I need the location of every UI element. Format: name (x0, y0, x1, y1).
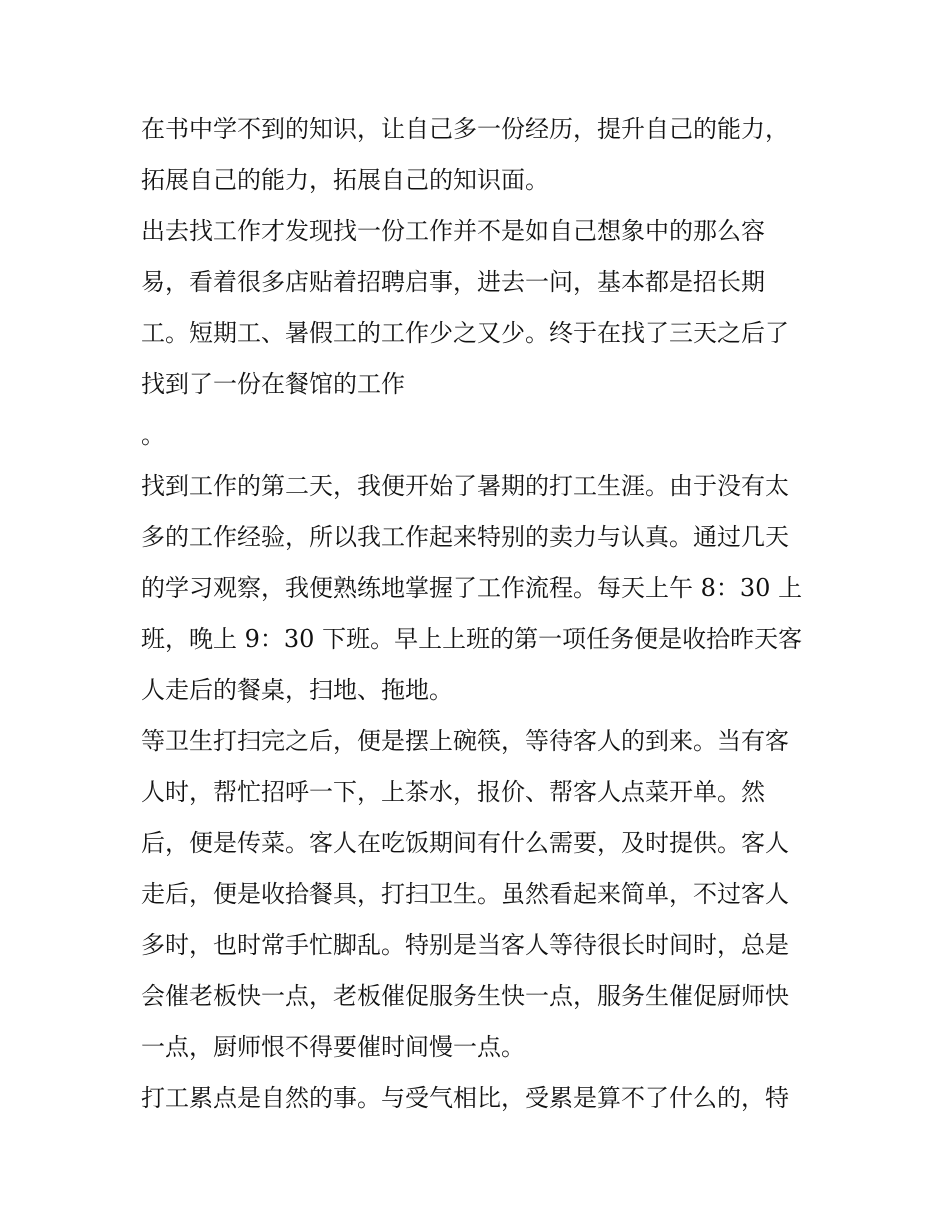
text-line: 出去找工作才发现找一份工作并不是如自己想象中的那么容 (141, 217, 765, 245)
text-line: 一点，厨师恨不得要催时间慢一点。 (141, 1033, 525, 1061)
text-line: 找到工作的第二天，我便开始了暑期的打工生涯。由于没有太 (141, 472, 789, 500)
text-line: 。 (141, 421, 165, 449)
text-line: 的学习观察，我便熟练地掌握了工作流程。每天上午 8：30 上 (141, 574, 803, 602)
text-line: 人时，帮忙招呼一下，上茶水，报价、帮客人点菜开单。然 (141, 778, 765, 806)
text-line: 等卫生打扫完之后，便是摆上碗筷，等待客人的到来。当有客 (141, 727, 789, 755)
text-line: 工。短期工、暑假工的工作少之又少。终于在找了三天之后了 (141, 319, 789, 347)
document-body (141, 104, 821, 1124)
text-line: 班，晚上 9：30 下班。早上上班的第一项任务便是收拾昨天客 (141, 625, 803, 653)
text-line: 多时，也时常手忙脚乱。特别是当客人等待很长时间时，总是 (141, 931, 789, 959)
text-line: 会催老板快一点，老板催促服务生快一点，服务生催促厨师快 (141, 982, 789, 1010)
text-line: 走后，便是收拾餐具，打扫卫生。虽然看起来简单，不过客人 (141, 880, 789, 908)
text-line: 后，便是传菜。客人在吃饭期间有什么需要，及时提供。客人 (141, 829, 789, 857)
text-line: 易，看着很多店贴着招聘启事，进去一问，基本都是招长期 (141, 268, 765, 296)
text-line: 找到了一份在餐馆的工作 (141, 370, 405, 398)
text-line: 打工累点是自然的事。与受气相比，受累是算不了什么的，特 (141, 1084, 789, 1112)
text-line: 在书中学不到的知识，让自己多一份经历，提升自己的能力， (141, 115, 789, 143)
text-line: 人走后的餐桌，扫地、拖地。 (141, 676, 453, 704)
text-line: 多的工作经验，所以我工作起来特别的卖力与认真。通过几天 (141, 523, 789, 551)
text-line: 拓展自己的能力，拓展自己的知识面。 (141, 166, 549, 194)
